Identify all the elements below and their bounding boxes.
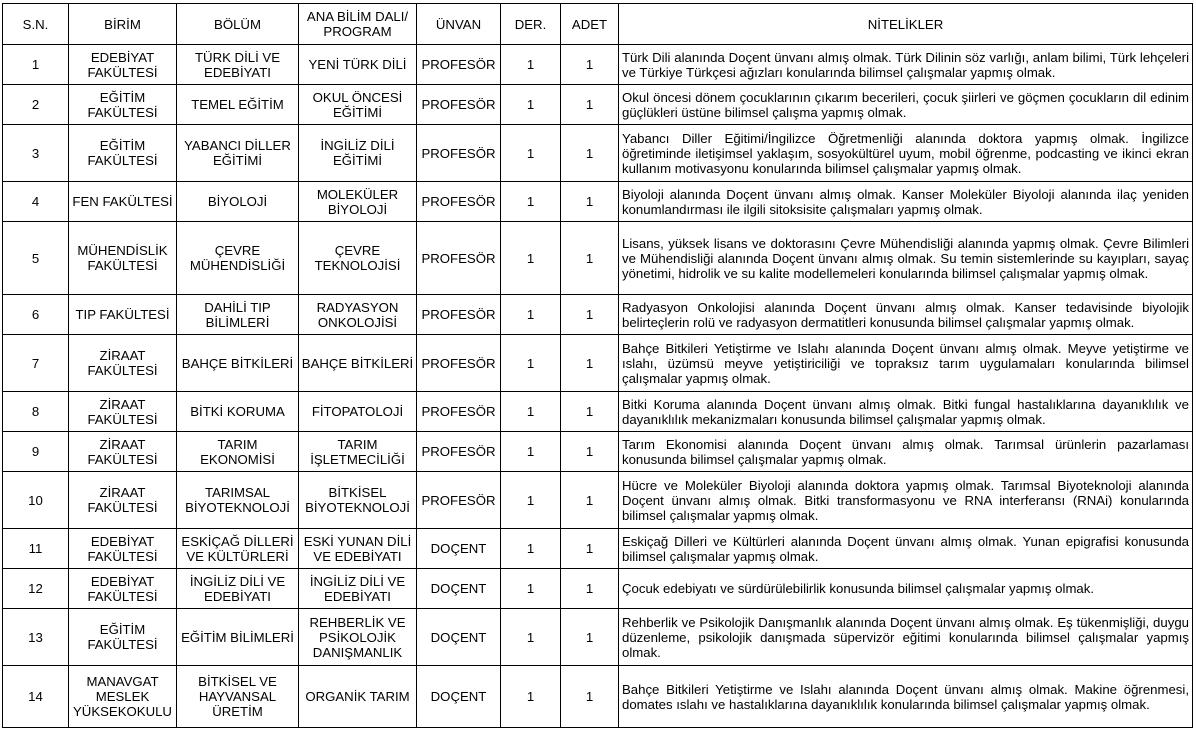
cell-adet: 1 (561, 85, 619, 125)
cell-birim: MÜHENDİSLİK FAKÜLTESİ (69, 222, 177, 295)
cell-nitelikler: Yabancı Diller Eğitimi/İngilizce Öğretmenliği alanında doktora yapmış olmak. İngilizce öğretiminde iletişimsel yaklaşım, sosyokültürel uyum, mobil öğrenme, podcasting ve ikinci ekran kullanım motivasyonu konularında bilimsel çalışmalar yapmış olmak. (619, 125, 1193, 182)
header-ana-bilim-dali: ANA BİLİM DALI/ PROGRAM (299, 4, 417, 45)
cell-sn: 11 (3, 529, 69, 569)
cell-ana-bilim-dali: REHBERLİK VE PSİKOLOJİK DANIŞMANLIK (299, 609, 417, 666)
cell-adet: 1 (561, 295, 619, 335)
cell-birim: ZİRAAT FAKÜLTESİ (69, 472, 177, 529)
cell-der: 1 (501, 125, 561, 182)
cell-ana-bilim-dali: FİTOPATOLOJİ (299, 392, 417, 432)
cell-der: 1 (501, 295, 561, 335)
cell-sn: 10 (3, 472, 69, 529)
cell-adet: 1 (561, 125, 619, 182)
cell-birim: FEN FAKÜLTESİ (69, 182, 177, 222)
cell-ana-bilim-dali: ORGANİK TARIM (299, 666, 417, 728)
cell-bolum: DAHİLİ TIP BİLİMLERİ (177, 295, 299, 335)
cell-bolum: BAHÇE BİTKİLERİ (177, 335, 299, 392)
cell-birim: EDEBİYAT FAKÜLTESİ (69, 529, 177, 569)
cell-der: 1 (501, 335, 561, 392)
cell-adet: 1 (561, 529, 619, 569)
cell-sn: 1 (3, 45, 69, 85)
header-row (3, 4, 1193, 45)
cell-unvan: PROFESÖR (417, 335, 501, 392)
cell-unvan: PROFESÖR (417, 222, 501, 295)
cell-der: 1 (501, 609, 561, 666)
cell-bolum: TARIMSAL BİYOTEKNOLOJİ (177, 472, 299, 529)
cell-nitelikler: Biyoloji alanında Doçent ünvanı almış olmak. Kanser Moleküler Biyoloji alanında ilaç yeniden konumlandırması ile ilgili sitoksisite çalışmaları yapmış olmak. (619, 182, 1193, 222)
cell-ana-bilim-dali: İNGİLİZ DİLİ VE EDEBİYATI (299, 569, 417, 609)
cell-unvan: DOÇENT (417, 609, 501, 666)
cell-birim: EĞİTİM FAKÜLTESİ (69, 609, 177, 666)
header-nitelikler: NİTELİKLER (619, 4, 1193, 45)
cell-unvan: PROFESÖR (417, 392, 501, 432)
cell-unvan: PROFESÖR (417, 85, 501, 125)
table-row (3, 295, 1193, 335)
cell-der: 1 (501, 529, 561, 569)
cell-adet: 1 (561, 335, 619, 392)
cell-der: 1 (501, 85, 561, 125)
cell-adet: 1 (561, 569, 619, 609)
cell-birim: EĞİTİM FAKÜLTESİ (69, 125, 177, 182)
cell-sn: 9 (3, 432, 69, 472)
cell-ana-bilim-dali: TARIM İŞLETMECİLİĞİ (299, 432, 417, 472)
table-row (3, 609, 1193, 666)
cell-bolum: ESKİÇAĞ DİLLERİ VE KÜLTÜRLERİ (177, 529, 299, 569)
cell-unvan: PROFESÖR (417, 125, 501, 182)
cell-ana-bilim-dali: ÇEVRE TEKNOLOJİSİ (299, 222, 417, 295)
table-row (3, 85, 1193, 125)
table-row (3, 666, 1193, 728)
cell-birim: TIP FAKÜLTESİ (69, 295, 177, 335)
cell-adet: 1 (561, 609, 619, 666)
header-unvan: ÜNVAN (417, 4, 501, 45)
cell-bolum: BİTKİ KORUMA (177, 392, 299, 432)
cell-nitelikler: Bitki Koruma alanında Doçent ünvanı almış olmak. Bitki fungal hastalıklarına dayanıklılık ve dayanıklılık mekanizmaları konusunda bilimsel çalışmalar yapmış olmak. (619, 392, 1193, 432)
cell-der: 1 (501, 666, 561, 728)
header-der: DER. (501, 4, 561, 45)
cell-sn: 6 (3, 295, 69, 335)
cell-sn: 13 (3, 609, 69, 666)
header-birim: BİRİM (69, 4, 177, 45)
cell-nitelikler: Radyasyon Onkolojisi alanında Doçent ünvanı almış olmak. Kanser tedavisinde biyolojik belirteçlerin rolü ve radyasyon dermatitleri konusunda bilimsel çalışmalar yapmış olmak. (619, 295, 1193, 335)
table-row (3, 125, 1193, 182)
table-row (3, 569, 1193, 609)
cell-birim: MANAVGAT MESLEK YÜKSEKOKULU (69, 666, 177, 728)
table-row (3, 222, 1193, 295)
cell-nitelikler: Türk Dili alanında Doçent ünvanı almış olmak. Türk Dilinin söz varlığı, anlam bilimi, Türk lehçeleri ve Türkiye Türkçesi ağızları konularında bilimsel çalışmalar yapmış olmak. (619, 45, 1193, 85)
cell-der: 1 (501, 182, 561, 222)
cell-bolum: BİYOLOJİ (177, 182, 299, 222)
cell-ana-bilim-dali: MOLEKÜLER BİYOLOJİ (299, 182, 417, 222)
cell-sn: 12 (3, 569, 69, 609)
cell-bolum: İNGİLİZ DİLİ VE EDEBİYATI (177, 569, 299, 609)
cell-ana-bilim-dali: OKUL ÖNCESİ EĞİTİMİ (299, 85, 417, 125)
cell-unvan: PROFESÖR (417, 45, 501, 85)
cell-adet: 1 (561, 45, 619, 85)
table-row (3, 182, 1193, 222)
cell-birim: ZİRAAT FAKÜLTESİ (69, 392, 177, 432)
table-row (3, 432, 1193, 472)
cell-ana-bilim-dali: İNGİLİZ DİLİ EĞİTİMİ (299, 125, 417, 182)
cell-der: 1 (501, 222, 561, 295)
cell-bolum: BİTKİSEL VE HAYVANSAL ÜRETİM (177, 666, 299, 728)
cell-der: 1 (501, 569, 561, 609)
header-sn: S.N. (3, 4, 69, 45)
cell-unvan: DOÇENT (417, 666, 501, 728)
cell-birim: EĞİTİM FAKÜLTESİ (69, 85, 177, 125)
cell-nitelikler: Çocuk edebiyatı ve sürdürülebilirlik konusunda bilimsel çalışmalar yapmış olmak. (619, 569, 1193, 609)
cell-unvan: PROFESÖR (417, 295, 501, 335)
cell-birim: ZİRAAT FAKÜLTESİ (69, 335, 177, 392)
cell-adet: 1 (561, 472, 619, 529)
cell-bolum: ÇEVRE MÜHENDİSLİĞİ (177, 222, 299, 295)
cell-der: 1 (501, 432, 561, 472)
cell-sn: 14 (3, 666, 69, 728)
table-row (3, 45, 1193, 85)
cell-adet: 1 (561, 432, 619, 472)
cell-sn: 4 (3, 182, 69, 222)
cell-nitelikler: Bahçe Bitkileri Yetiştirme ve Islahı alanında Doçent ünvanı almış olmak. Meyve yetiştirme ve ıslahı, üzümsü meyve yetiştiriciliği ve topraksız tarım uygulamaları konularında bilimsel çalışmalar yapmış olmak. (619, 335, 1193, 392)
cell-bolum: TÜRK DİLİ VE EDEBİYATI (177, 45, 299, 85)
cell-nitelikler: Bahçe Bitkileri Yetiştirme ve Islahı alanında Doçent ünvanı almış olmak. Makine öğrenmesi, domates ıslahı ve hastalıklarına dayanıklılık konularında bilimsel çalışmalar yapmış olmak. (619, 666, 1193, 728)
cell-ana-bilim-dali: BİTKİSEL BİYOTEKNOLOJİ (299, 472, 417, 529)
cell-ana-bilim-dali: BAHÇE BİTKİLERİ (299, 335, 417, 392)
cell-nitelikler: Okul öncesi dönem çocuklarının çıkarım becerileri, çocuk şiirleri ve göçmen çocukların dil edinim güçlükleri üstüne bilimsel çalışma yapmış olmak. (619, 85, 1193, 125)
table-row (3, 335, 1193, 392)
cell-der: 1 (501, 392, 561, 432)
cell-sn: 5 (3, 222, 69, 295)
cell-bolum: TARIM EKONOMİSİ (177, 432, 299, 472)
cell-nitelikler: Hücre ve Moleküler Biyoloji alanında doktora yapmış olmak. Tarımsal Biyoteknoloji alanında Doçent ünvanı almış olmak. Bitki transformasyonu ve RNA interferansı (RNAi) konularında bilimsel çalışmalar yapmış olmak. (619, 472, 1193, 529)
cell-birim: EDEBİYAT FAKÜLTESİ (69, 569, 177, 609)
cell-nitelikler: Lisans, yüksek lisans ve doktorasını Çevre Mühendisliği alanında yapmış olmak. Çevre Bilimleri ve Mühendisliği alanında Doçent ünvanı almış olmak. Su temin sistemlerinde su kayıpları, sayaç yönetimi, hidrolik ve su kalite modellemeleri konularında bilimsel çalışmalar yapmış olmak. (619, 222, 1193, 295)
cell-adet: 1 (561, 392, 619, 432)
cell-adet: 1 (561, 666, 619, 728)
cell-unvan: PROFESÖR (417, 472, 501, 529)
cell-ana-bilim-dali: ESKİ YUNAN DİLİ VE EDEBİYATI (299, 529, 417, 569)
cell-bolum: TEMEL EĞİTİM (177, 85, 299, 125)
cell-sn: 7 (3, 335, 69, 392)
cell-nitelikler: Eskiçağ Dilleri ve Kültürleri alanında Doçent ünvanı almış olmak. Yunan epigrafisi konusunda bilimsel çalışmalar yapmış olmak. (619, 529, 1193, 569)
table-row (3, 529, 1193, 569)
cell-unvan: PROFESÖR (417, 182, 501, 222)
cell-birim: EDEBİYAT FAKÜLTESİ (69, 45, 177, 85)
positions-table (2, 3, 1193, 728)
cell-bolum: EĞİTİM BİLİMLERİ (177, 609, 299, 666)
cell-der: 1 (501, 472, 561, 529)
table-row (3, 472, 1193, 529)
cell-sn: 2 (3, 85, 69, 125)
cell-nitelikler: Rehberlik ve Psikolojik Danışmanlık alanında Doçent ünvanı almış olmak. Eş tükenmişliği, duygu düzenleme, psikolojik danışmada süpervizör eğitimi konularında bilimsel çalışmalar yapmış olmak. (619, 609, 1193, 666)
cell-der: 1 (501, 45, 561, 85)
cell-sn: 8 (3, 392, 69, 432)
header-bolum: BÖLÜM (177, 4, 299, 45)
cell-unvan: DOÇENT (417, 569, 501, 609)
header-adet: ADET (561, 4, 619, 45)
cell-adet: 1 (561, 182, 619, 222)
cell-unvan: PROFESÖR (417, 432, 501, 472)
cell-nitelikler: Tarım Ekonomisi alanında Doçent ünvanı almış olmak. Tarımsal ürünlerin pazarlaması konusunda bilimsel çalışmalar yapmış olmak. (619, 432, 1193, 472)
cell-birim: ZİRAAT FAKÜLTESİ (69, 432, 177, 472)
cell-bolum: YABANCI DİLLER EĞİTİMİ (177, 125, 299, 182)
cell-ana-bilim-dali: RADYASYON ONKOLOJİSİ (299, 295, 417, 335)
cell-sn: 3 (3, 125, 69, 182)
table-row (3, 392, 1193, 432)
cell-ana-bilim-dali: YENİ TÜRK DİLİ (299, 45, 417, 85)
cell-adet: 1 (561, 222, 619, 295)
cell-unvan: DOÇENT (417, 529, 501, 569)
